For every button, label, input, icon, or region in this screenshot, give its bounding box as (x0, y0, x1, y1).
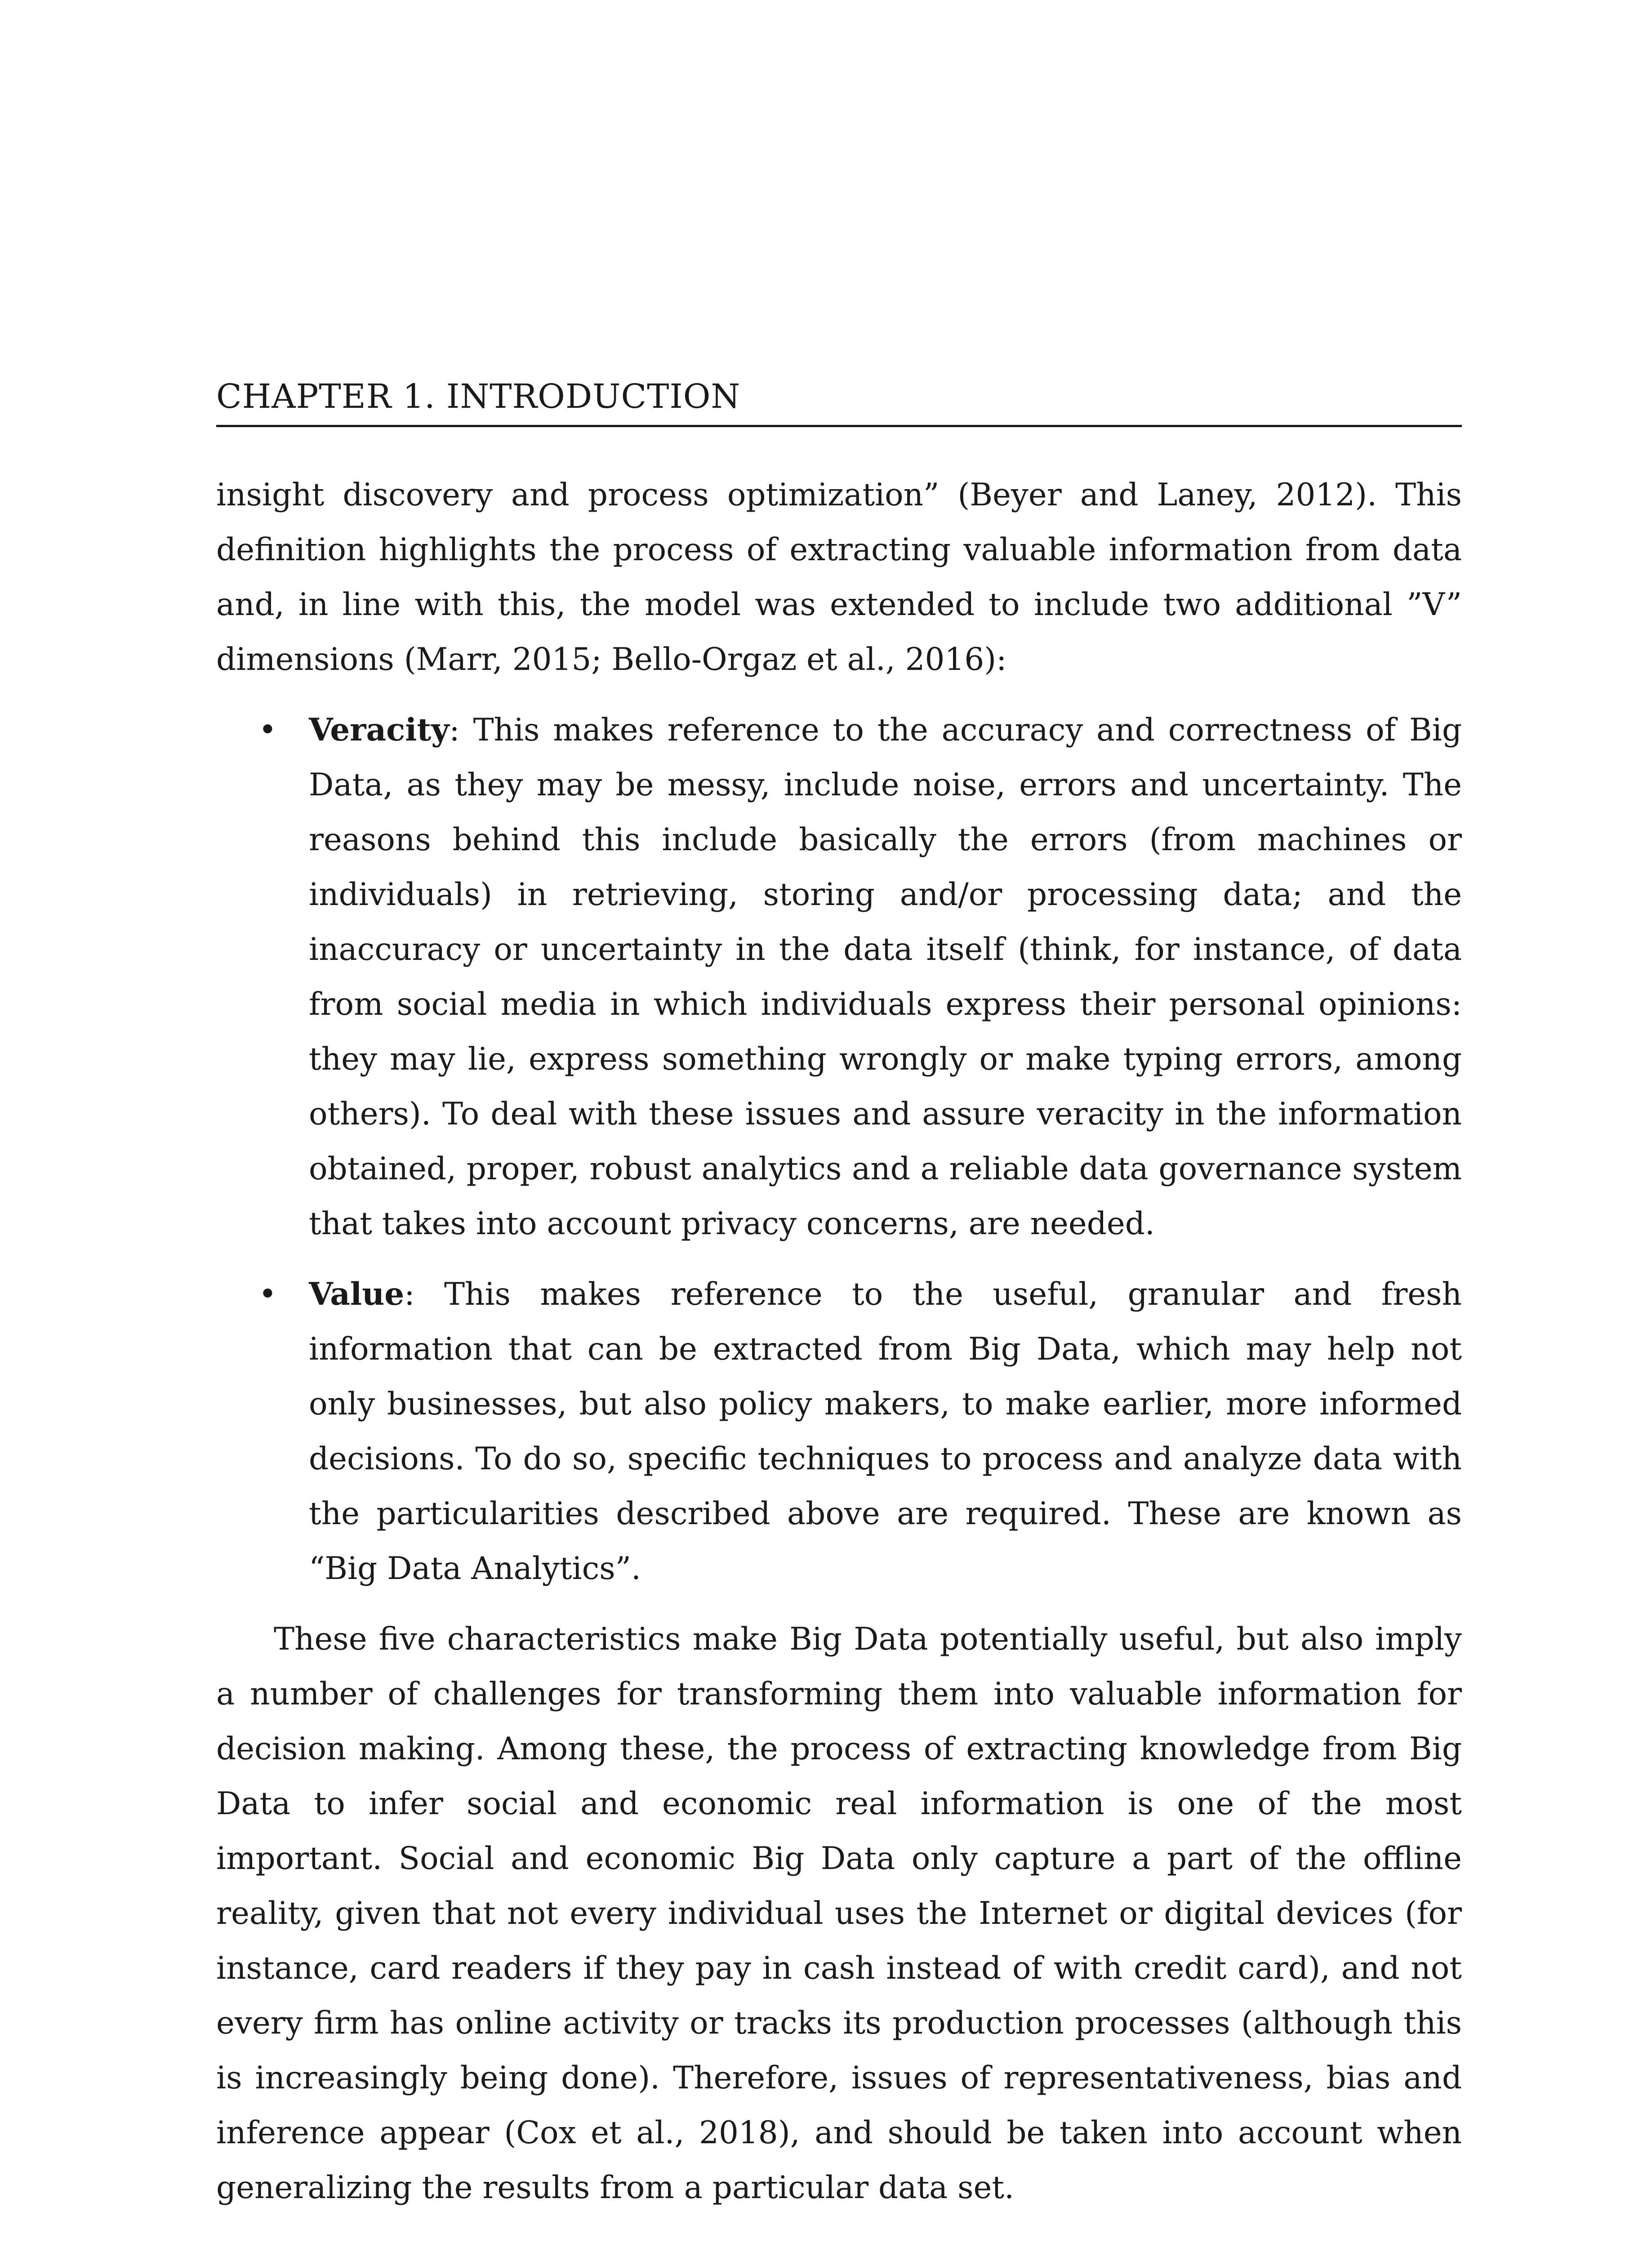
list-item (258, 1267, 1462, 1596)
header-rule (216, 425, 1462, 427)
item-term: Value (309, 1276, 405, 1312)
running-head: CHAPTER 1. INTRODUCTION (216, 377, 741, 416)
item-text: : This makes reference to the accuracy and correctness of Big Data, as they may be messy, include noise, errors and uncertainty. The reasons behind this include basically the errors (from machines or individuals) in retrieving, storing and/or processing data; and the inaccuracy or uncertainty in the data itself (think, for instance, of data from social media in which individuals express their personal opinions: they may lie, express something wrongly or make typing errors, among others). To deal with these issues and assure veracity in the information obtained, proper, robust analytics and a reliable data governance system that takes into account privacy concerns, are needed. (309, 712, 1462, 1242)
item-term: Veracity (309, 712, 450, 748)
closing-paragraph: These five characteristics make Big Data potentially useful, but also imply a number of challenges for transforming them into valuable information for decision making. Among these, the process of extracting knowledge from Big Data to infer social and economic real information is one of the most important. Social and economic Big Data only capture a part of the offline reality, given that not every individual uses the Internet or digital devices (for instance, card readers if they pay in cash instead of with credit card), and not every firm has online activity or tracks its production processes (although this is increasingly being done). Therefore, issues of representativeness, bias and inference appear (Cox et al., 2018), and should be taken into account when generalizing the results from a particular data set. (216, 1621, 1462, 2206)
item-text: : This makes reference to the useful, granular and fresh information that can be extracted from Big Data, which may help not only businesses, but also policy makers, to make earlier, more informed decisions. To do so, specific techniques to process and analyze data with the particularities described above are required. These are known as “Big Data Analytics”. (309, 1276, 1462, 1587)
bullet-icon: • (258, 712, 277, 748)
intro-paragraph: insight discovery and process optimization” (Beyer and Laney, 2012). This definition highlights the process of extracting valuable information from data and, in line with this, the model was extended to include two additional ”V” dimensions (Marr, 2015; Bello-Orgaz et al., 2016): (216, 477, 1462, 678)
bullet-icon: • (258, 1276, 277, 1312)
characteristics-list (216, 703, 1462, 1596)
list-item (258, 703, 1462, 1251)
body-text (216, 468, 1462, 2215)
